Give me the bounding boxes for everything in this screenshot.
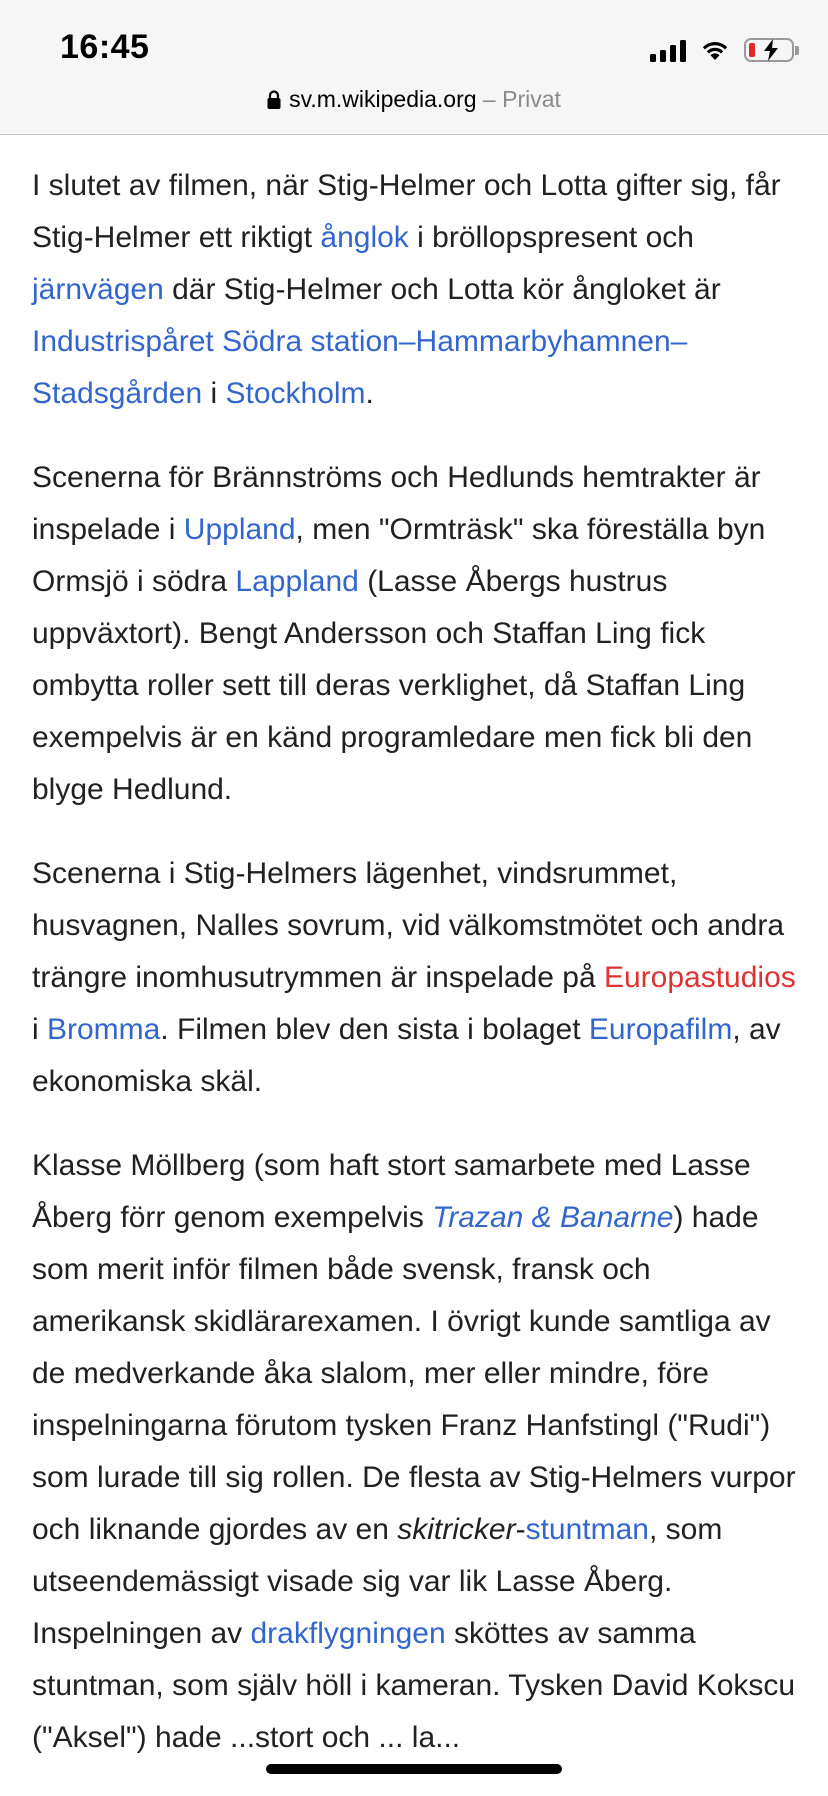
link-stockholm[interactable]: Stockholm: [225, 377, 366, 410]
cellular-signal-icon: [650, 38, 686, 62]
lock-icon: [267, 90, 281, 110]
link-industrisparet[interactable]: Industrispåret Södra station–Hammarbyhamnen–Stadsgården: [32, 325, 688, 410]
link-jarnvagen[interactable]: järnvägen: [32, 273, 164, 306]
url-domain: sv.m.wikipedia.org: [289, 86, 477, 112]
status-icons: [650, 36, 794, 64]
link-lappland[interactable]: Lappland: [235, 565, 359, 598]
paragraph-home-scenes: Scenerna för Brännströms och Hedlunds hemtrakter är inspelade i Uppland, men "Ormträsk" ska föreställa byn Ormsjö i södra Lappland (Lasse Åbergs hustrus uppväxtort). Bengt Andersson och Staffan Ling fick ombytta roller sett till deras verklighet, då Staffan Ling exempelvis är en känd programledare men fick bli den blyge Hedlund.: [32, 461, 766, 806]
clock-time: 16:45: [60, 28, 150, 66]
link-europafilm[interactable]: Europafilm: [588, 1013, 733, 1046]
paragraph-indoor-scenes: Scenerna i Stig-Helmers lägenhet, vindsrummet, husvagnen, Nalles sovrum, vid välkomstmötet och andra trängre inomhusutrymmen är inspelade på Europastudios i Bromma. Filmen blev den sista i bolaget Europafilm, av ekonomiska skäl.: [32, 857, 796, 1098]
home-indicator[interactable]: [266, 1764, 562, 1774]
link-drakflygningen[interactable]: drakflygningen: [250, 1617, 446, 1650]
link-europastudios[interactable]: Europastudios: [603, 961, 796, 994]
battery-icon: [744, 38, 794, 62]
status-bar: [0, 0, 828, 135]
private-mode-label: – Privat: [476, 86, 561, 112]
link-stuntman[interactable]: stuntman: [525, 1513, 649, 1546]
link-uppland[interactable]: Uppland: [183, 513, 296, 546]
link-trazan-banarne[interactable]: Trazan & Banarne: [432, 1201, 674, 1234]
wifi-icon: [700, 38, 730, 62]
article-content: [32, 160, 802, 1796]
link-bromma[interactable]: Bromma: [47, 1013, 161, 1046]
term-skitricker: skitricker: [397, 1513, 516, 1546]
paragraph-ski-stunts: Klasse Möllberg (som haft stort samarbete med Lasse Åberg förr genom exempelvis Trazan & Banarne) hade som merit inför filmen både svensk, fransk och amerikansk skidlärarexamen. I övrigt kunde samtliga av de medverkande åka slalom, mer eller mindre, före inspelningarna förutom tysken Franz Hanfstingl ("Rudi") som lurade till sig rollen. De flesta av Stig-Helmers vurpor och liknande gjordes av en skitricker-stuntman, som utseendemässigt visade sig var lik Lasse Åberg. Inspelningen av drakflygningen sköttes av samma stuntman, som själv höll i kameran. Tysken David Kokscu ("Aksel") hade ...stort och ... la...: [32, 1149, 796, 1754]
link-anglok[interactable]: ånglok: [320, 221, 409, 254]
paragraph-wedding: I slutet av filmen, när Stig-Helmer och Lotta gifter sig, får Stig-Helmer ett riktigt ånglok i bröllopspresent och järnvägen där Stig-Helmer och Lotta kör ångloket är Industrispåret Södra station–Hammarbyhamnen–Stadsgården i Stockholm.: [32, 169, 781, 410]
url-bar[interactable]: [0, 86, 828, 113]
